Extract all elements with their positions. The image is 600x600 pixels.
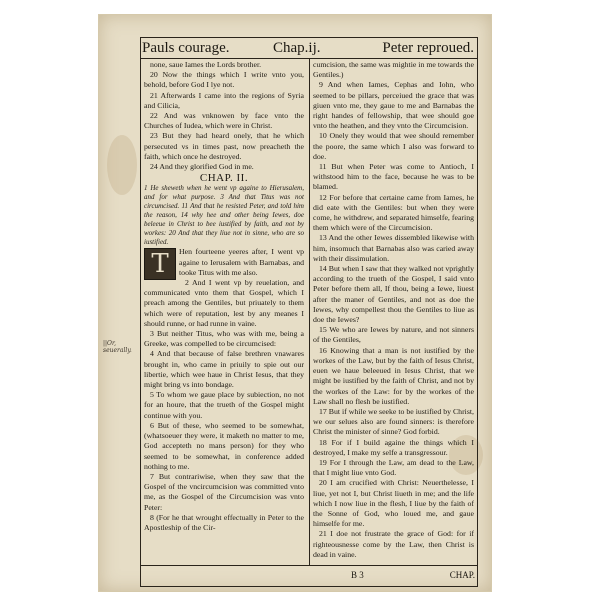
verse-text: 20 Now the things which I write vnto you, behold, before God I lye not. xyxy=(144,70,304,90)
drop-cap: T xyxy=(144,248,176,280)
running-head-right: Peter reproued. xyxy=(382,40,474,56)
verse-text: 22 And was vnknowen by face vnto the Churches of Iudea, which were in Christ. xyxy=(144,111,304,131)
left-column xyxy=(144,60,304,533)
verse-text: 2 And I went vp by reuelation, and communicated vnto them that Gospel, which I preach among the Gentiles, but priuately to them which were of reputation, lest by any meanes I should runne, or had runne in vaine. xyxy=(144,278,304,328)
verse-text: 6 But of these, who seemed to be somewhat, (whatsoeuer they were, it maketh no matter to me, God accepteth no mans person) for they who seemed to be somewhat, in conference added nothing to me. xyxy=(144,420,304,471)
verse-text: 20 I am crucified with Christ: Neuerthelesse, I liue, yet not I, but Christ liueth in me; and the life which I now liue in the flesh, I liue by the faith of the Sonne of God, who loued me, and gaue himselfe for me. xyxy=(313,478,474,529)
margin-note: ||Or, seuerally. xyxy=(103,340,132,354)
verse-text: 23 But they had heard onely, that he which persecuted vs in times past, now preacheth the faith, which once he destroyed. xyxy=(144,131,304,161)
verse-text: 8 (For he that wrought effectually in Peter to the Apostleship of the Cir- xyxy=(144,512,304,532)
verse-text: 14 But when I saw that they walked not vprightly according to the trueth of the Gospel, I said vnto Peter before them all, If thou, being a Iewe, liuest after the maner of Gentiles, and not as doe the Iewes, why compellest thou the Gentiles to liue as doe the Iewes? xyxy=(313,264,474,325)
verse-text: 3 But neither Titus, who was with me, being a Greeke, was compelled to be circumcised: xyxy=(144,329,304,349)
chapter-header: Chap.ij. xyxy=(273,40,321,56)
catchword: CHAP. xyxy=(449,570,475,580)
page-footer xyxy=(141,566,477,586)
verse-text: 11 But when Peter was come to Antioch, I withstood him to the face, because he was to be blamed. xyxy=(313,162,474,192)
running-head xyxy=(141,38,477,59)
verse-text: 15 We who are Iewes by nature, and not sinners of the Gentiles, xyxy=(313,325,474,345)
bible-leaf xyxy=(98,14,492,592)
verse-text: 9 And when Iames, Cephas and Iohn, who seemed to be pillars, perceiued the grace that was giuen vnto me, they gaue to me and Barnabas the right handes of fellowship, that wee should goe vnto the heathen, and they vnto the Circumcision. xyxy=(313,80,474,131)
verse-text: 10 Onely they would that wee should remember the poore, the same which I also was forward to doe. xyxy=(313,131,474,161)
verse-text: 18 For if I build againe the things which I destroyed, I make my selfe a transgressour. xyxy=(313,437,474,457)
text-block-frame xyxy=(103,37,478,587)
verse-text: 19 For I through the Law, am dead to the Law, that I might liue vnto God. xyxy=(313,457,474,478)
column-divider xyxy=(309,58,310,566)
running-head-left: Pauls courage. xyxy=(142,40,230,56)
verse-text: Hen fourteene yeeres after, I went vp againe to Ierusalem with Barnabas, and tooke Titus with me also. xyxy=(179,247,304,277)
verse-text: 13 And the other Iewes dissembled likewise with him, insomuch that Barnabas also was caried away with their dissimulation. xyxy=(313,233,474,263)
verse-text: cumcision, the same was mightie in me towards the Gentiles.) xyxy=(313,60,474,80)
verse-text: 12 For before that certaine came from Iames, he did eate with the Gentiles: but when they were come, he withdrew, and separated himselfe, fearing them which were of the Circumcision. xyxy=(313,192,474,233)
verse-text: 24 And they glorified God in me. xyxy=(150,162,254,172)
verse-text: 5 To whom we gaue place by subiection, no not for an houre, that the trueth of the Gospel might continue with you. xyxy=(144,390,304,420)
chapter-summary: 1 He sheweth when he went vp againe to Hierusalem, and for what purpose. 3 And that Titus was not circumcised. 11 And that he resisted Peter, and told him the reason, 14 why hee and other being Iewes, doe beleeue in Christ to bee iustified by faith, and not by workes: 20 And that they liue not in sinne, who are so iustified. xyxy=(144,184,304,247)
verse-text: 4 And that because of false brethren vnawares brought in, who came in priuily to spie out our libertie, which wee haue in Christ Iesus, that they might bring vs into bondage. xyxy=(144,349,304,390)
verse-text: 16 Knowing that a man is not iustified by the workes of the Law, but by the faith of Iesus Christ, euen we haue beleeued in Iesus Christ, that we might be iustified by the faith of Christ, and not by the workes of the Law: for by the workes of the Law shall no flesh be iustified. xyxy=(313,345,474,406)
verse-text: 7 But contrariwise, when they saw that the Gospel of the vncircumcision was committed vnto me, as the Gospel of the Circumcision was vnto Peter: xyxy=(144,471,304,512)
verse-text: 21 Afterwards I came into the regions of Syria and Cilicia, xyxy=(144,90,304,110)
right-column xyxy=(313,60,474,560)
foxing-stain xyxy=(107,135,137,195)
verse-text: 21 I doe not frustrate the grace of God: for if righteousnesse come by the Law, then Christ is dead in vaine. xyxy=(313,529,474,559)
signature-mark: B 3 xyxy=(351,570,364,580)
verse-text: 17 But if while we seeke to be iustified by Christ, we our selues also are found sinners: is therefore Christ the minister of sinne? God forbid. xyxy=(313,406,474,437)
verse-text: none, saue Iames the Lords brother. xyxy=(150,60,262,69)
chapter-title: CHAP. II. xyxy=(199,172,249,185)
